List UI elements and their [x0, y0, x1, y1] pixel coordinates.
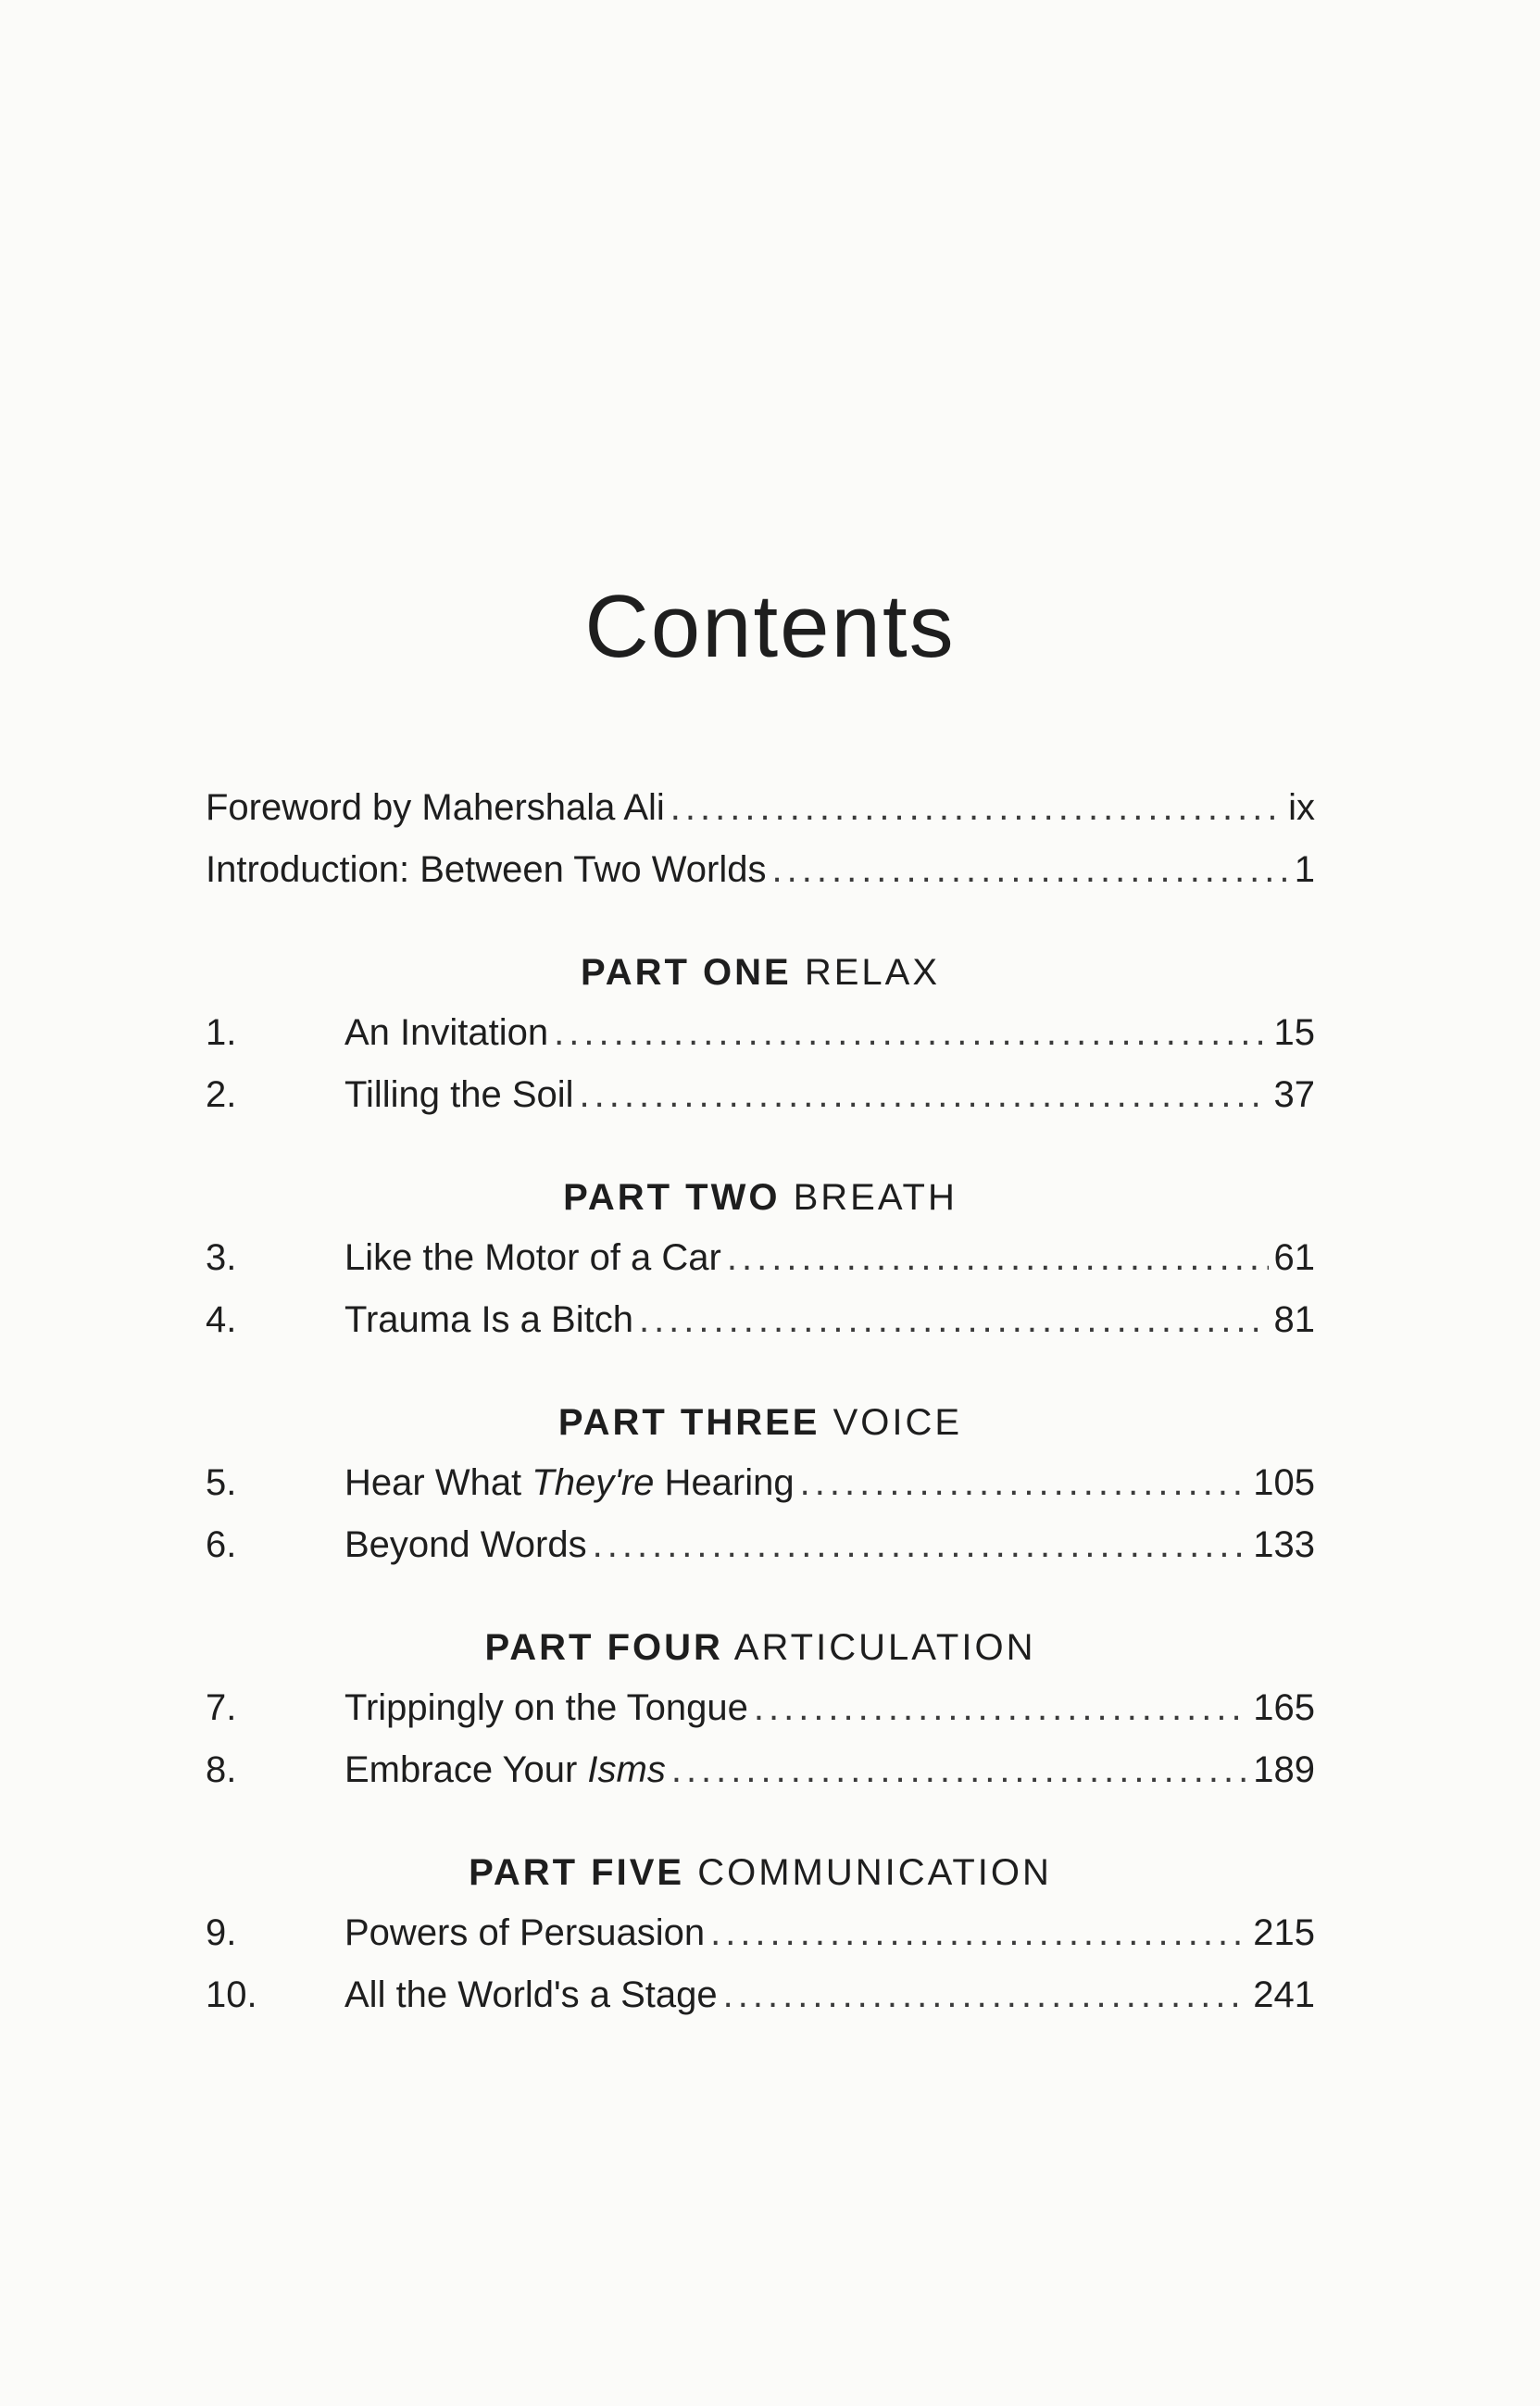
entry-title: Beyond Words: [344, 1524, 587, 1565]
toc-entry-chapter[interactable]: [206, 1012, 1315, 1074]
toc-entry-chapter[interactable]: [206, 1074, 1315, 1136]
dot-leader: [800, 1462, 1248, 1504]
page-number: 189: [1253, 1749, 1315, 1790]
page-number: 105: [1253, 1462, 1315, 1503]
page-number: 37: [1273, 1074, 1315, 1115]
dot-leader: [772, 849, 1289, 891]
toc-entry-chapter[interactable]: [206, 1687, 1315, 1749]
dot-leader: [639, 1299, 1269, 1341]
chapter-number: 6.: [206, 1524, 237, 1565]
front-matter: [206, 787, 1315, 911]
toc-entry-chapter[interactable]: [206, 1974, 1315, 2036]
part-heading: [206, 942, 1315, 1003]
dot-leader: [723, 1974, 1248, 2016]
entry-title: An Invitation: [344, 1012, 549, 1053]
part-section: [206, 1842, 1315, 2036]
dot-leader: [754, 1687, 1247, 1729]
entry-title: Introduction: Between Two Worlds: [206, 849, 767, 890]
part-heading: [206, 1842, 1315, 1903]
page-title: Contents: [584, 577, 956, 677]
part-heading: [206, 1167, 1315, 1228]
chapter-number: 2.: [206, 1074, 237, 1115]
toc-entry-chapter[interactable]: [206, 1237, 1315, 1299]
entry-title: Embrace Your Isms: [344, 1749, 666, 1790]
part-name: VOICE: [833, 1402, 963, 1443]
part-heading: [206, 1392, 1315, 1453]
chapter-number: 10.: [206, 1974, 257, 2015]
part-name: ARTICULATION: [733, 1627, 1036, 1668]
part-label: PART FOUR: [484, 1627, 723, 1668]
part-label: PART THREE: [557, 1402, 820, 1443]
entry-title: Like the Motor of a Car: [344, 1237, 721, 1278]
dot-leader: [670, 787, 1283, 829]
dot-leader: [580, 1074, 1269, 1116]
page-number: 81: [1273, 1299, 1315, 1340]
chapter-number: 1.: [206, 1012, 237, 1053]
toc-entry-chapter[interactable]: [206, 1912, 1315, 1974]
page-number: 61: [1273, 1237, 1315, 1278]
part-label: PART TWO: [563, 1177, 781, 1218]
entry-title: Hear What They're Hearing: [344, 1462, 795, 1503]
entry-title: Trippingly on the Tongue: [344, 1687, 748, 1728]
dot-leader: [710, 1912, 1247, 1954]
part-heading: [206, 1617, 1315, 1678]
entry-title: Foreword by Mahershala Ali: [206, 787, 665, 828]
page-number: 215: [1253, 1912, 1315, 1953]
chapter-number: 4.: [206, 1299, 237, 1340]
part-section: [206, 1392, 1315, 1586]
chapter-number: 9.: [206, 1912, 237, 1953]
entry-title: All the World's a Stage: [344, 1974, 718, 2015]
dot-leader: [593, 1524, 1248, 1566]
chapter-number: 5.: [206, 1462, 237, 1503]
dot-leader: [554, 1012, 1268, 1054]
part-name: COMMUNICATION: [697, 1852, 1052, 1893]
part-section: [206, 1167, 1315, 1361]
page-number: ix: [1288, 787, 1315, 828]
entry-title: Tilling the Soil: [344, 1074, 574, 1115]
entry-title: Trauma Is a Bitch: [344, 1299, 633, 1340]
toc-entry-introduction[interactable]: [206, 849, 1315, 911]
chapter-number: 7.: [206, 1687, 237, 1728]
part-section: [206, 1617, 1315, 1811]
entry-title: Powers of Persuasion: [344, 1912, 706, 1953]
toc-entry-chapter[interactable]: [206, 1749, 1315, 1811]
toc-entry-chapter[interactable]: [206, 1299, 1315, 1361]
toc-entry-chapter[interactable]: [206, 1462, 1315, 1524]
part-section: [206, 942, 1315, 1136]
chapter-number: 8.: [206, 1749, 237, 1790]
toc-entry-foreword[interactable]: [206, 787, 1315, 849]
part-name: RELAX: [804, 952, 940, 993]
page-number: 133: [1253, 1524, 1315, 1565]
page-number: 1: [1294, 849, 1315, 890]
toc-entry-chapter[interactable]: [206, 1524, 1315, 1586]
table-of-contents: [206, 787, 1315, 2036]
part-name: BREATH: [793, 1177, 958, 1218]
page-number: 15: [1273, 1012, 1315, 1053]
part-label: PART ONE: [580, 952, 792, 993]
part-label: PART FIVE: [469, 1852, 685, 1893]
chapter-number: 3.: [206, 1237, 237, 1278]
page-number: 165: [1253, 1687, 1315, 1728]
page-number: 241: [1253, 1974, 1315, 2015]
dot-leader: [671, 1749, 1247, 1791]
dot-leader: [727, 1237, 1269, 1279]
